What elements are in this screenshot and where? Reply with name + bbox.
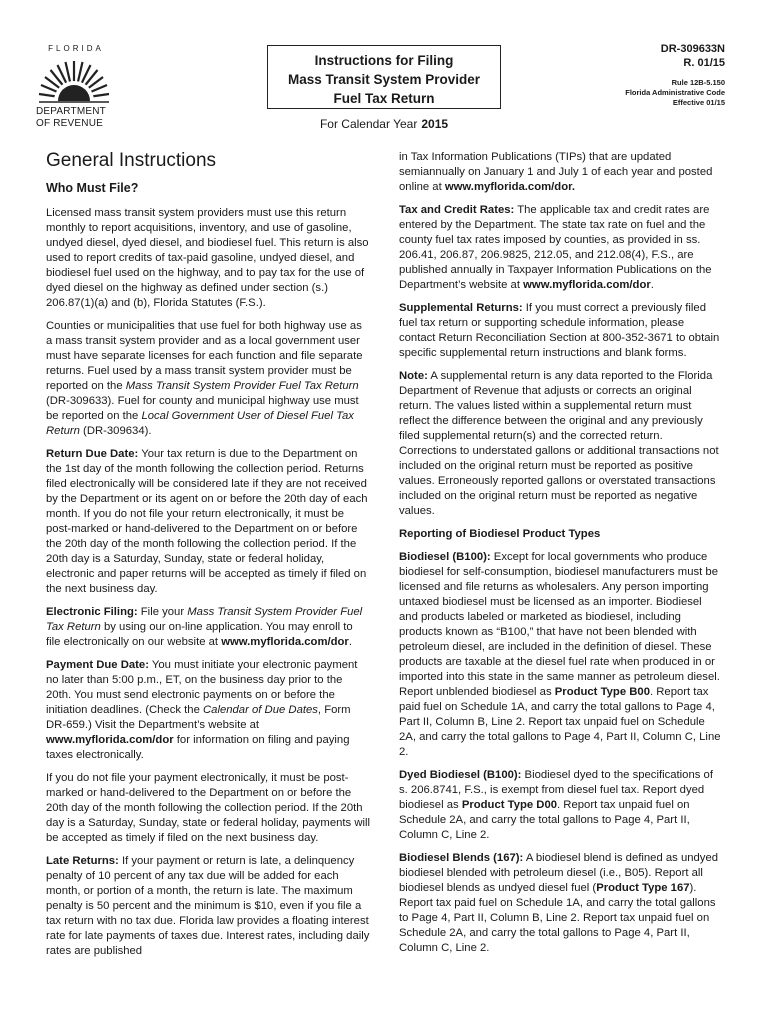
late-returns-paragraph: Late Returns: If your payment or return is late, a delinquency penalty of 10 percent of any tax due will be added for each month, or portion of a month, the return is late. The maximum penalty is 50 percent and the minimum is $10, even if you file a tax return with no tax due. Florida law provides a floating interest rate for late payments of taxes due. Interest rates, including daily rates are published bbox=[46, 855, 370, 957]
biodiesel-heading: Reporting of Biodiesel Product Types bbox=[399, 528, 601, 540]
calendar-year-line bbox=[267, 117, 501, 131]
biodiesel-b100-paragraph: Biodiesel (B100): Except for local governments who produce biodiesel for self-consumption, biodiesel manufacturers must be licensed and file returns as wholesalers. Any person importing untaxed biodiesel must be licensed as an importer. Biodiesel and products labeled or marketed as biodiesel, including products known as “B100,” that have not been blended with petroleum diesel, are included in the definition of diesel. These products are taxable at the diesel fuel rate when produced in or imported into this state in the same manner as petroleum diesel. Report unblended biodiesel as Product Type B00. Report tax paid fuel on Schedule 1A, and carry the total gallons to Page 4, Part II, Column B, Line 2. Report tax unpaid fuel on Schedule 2A, and carry the total gallons to Page 4, Part II, Column C, Line 2. bbox=[399, 551, 721, 758]
logo-dept-line1: DEPARTMENT bbox=[36, 106, 106, 117]
calendar-year-value: 2015 bbox=[421, 117, 449, 131]
form-number: DR-309633N bbox=[660, 43, 725, 55]
who-must-file-paragraph: Licensed mass transit system providers must use this return monthly to report acquisitions, inventory, and use of gasoline, undyed diesel, dyed diesel, and biodiesel fuel. This return is also used to report credits of tax-paid gasoline, undyed diesel, and biodiesel fuel used on the highway, and to pay tax for the use of dyed diesel on the highway as defined under section (s.) 206.87(1)(a) and (b), Florida Statutes (F.S.). bbox=[46, 207, 369, 309]
note-paragraph: Note: A supplemental return is any data reported to the Florida Department of Revenue that adjusts or corrects an original return. The values listed within a supplemental return must reflect the difference between the original and any previously filed supplemental return(s) and the corrected return. Corrections to understated gallons or additional transactions not included on the original return must be reported as positive values. Erroneously reported gallons or overstated transactions included on the original return must be reported as negative values. bbox=[399, 370, 719, 517]
right-column bbox=[399, 150, 723, 964]
form-revision: R. 01/15 bbox=[683, 57, 725, 69]
who-must-file-heading: Who Must File? bbox=[46, 181, 139, 195]
title-line-1: Instructions for Filing bbox=[314, 53, 454, 68]
rule-number: Rule 12B-5.150 bbox=[671, 78, 725, 87]
left-column bbox=[46, 150, 370, 967]
effective-date: Effective 01/15 bbox=[672, 98, 725, 107]
biodiesel-blends-paragraph: Biodiesel Blends (167): A biodiesel blend is defined as undyed biodiesel blended with petroleum diesel (i.e., B05). Report all biodiesel blends as undyed diesel fuel (Product Type 167). Report tax paid fuel on Schedule 1A, and carry the total gallons to Page 4, Part II, Column B, Line 2. Report tax unpaid fuel on Schedule 2A, and carry the total gallons to Page 4, Part II, Column C, Line 2. bbox=[399, 852, 719, 954]
title-line-3: Fuel Tax Return bbox=[333, 91, 435, 106]
rule-block bbox=[625, 78, 725, 108]
dor-website-link[interactable]: www.myflorida.com/dor bbox=[523, 279, 651, 291]
title-box bbox=[267, 45, 501, 109]
payment-due-date-paragraph: Payment Due Date: You must initiate your electronic payment no later than 5:00 p.m., ET, on the business day prior to the 20th. You must send electronic payments on or before the initiation deadlines. (Check the Calendar of Due Dates, Form DR-659.) Visit the Department’s website at www.myflorida.com/dor for information on filing and paying taxes electronically. bbox=[46, 659, 358, 761]
admin-code: Florida Administrative Code bbox=[625, 88, 725, 97]
logo-dept-line2: OF REVENUE bbox=[36, 118, 104, 129]
dor-logo bbox=[28, 44, 120, 129]
dor-website-link[interactable]: www.myflorida.com/dor. bbox=[444, 181, 576, 193]
sunburst-icon bbox=[37, 55, 111, 105]
logo-state-text: FLORIDA bbox=[48, 44, 104, 53]
dyed-biodiesel-paragraph: Dyed Biodiesel (B100): Biodiesel dyed to the specifications of s. 206.8741, F.S., is exempt from diesel fuel tax. Report dyed biodiesel as Product Type D00. Report tax unpaid fuel on Schedule 2A, and carry the total gallons to Page 4, Part II, Column C, Line 2. bbox=[399, 769, 713, 841]
title-line-2: Mass Transit System Provider bbox=[287, 72, 481, 87]
electronic-filing-paragraph: Electronic Filing: File your Mass Transit System Provider Fuel Tax Return by using our on-line application. You may enroll to file electronically on our website at www.myflorida.com/dor. bbox=[46, 606, 363, 648]
calendar-year-label: For Calendar Year bbox=[319, 117, 418, 131]
paper-payment-paragraph: If you do not file your payment electronically, it must be post-marked or hand-delivered to the Department on or before the 20th day of the month following the collection period. If the 20th day is a Saturday, Sunday, state or federal holiday, payments will be accepted as timely if filed on the next business day. bbox=[46, 772, 371, 844]
tips-continuation-paragraph: in Tax Information Publications (TIPs) that are updated semiannually on January 1 and July 1 of each year and posted online at www.myflorida.com/dor. bbox=[399, 151, 713, 193]
return-due-date-paragraph: Return Due Date: Your tax return is due to the Department on the 1st day of the month following the collection period. Returns filed electronically will be considered late if they are not received by the Department or its agent on or before the 20th day of each month. If you do not file your return electronically, it must be post-marked or hand-delivered to the Department on or before the 20th day of the month following the collection period. If the 20th day is a Saturday, Sunday, state or federal holiday, electronic and paper returns will be accepted as timely if filed on the next business day. bbox=[46, 448, 368, 595]
supplemental-returns-paragraph: Supplemental Returns: If you must correct a previously filed fuel tax return or supporting schedule information, please contact Return Reconciliation Section at 800-352-3671 to obtain specific supplemental return instructions and blank forms. bbox=[399, 302, 720, 359]
section-title: General Instructions bbox=[46, 150, 217, 171]
form-number-block bbox=[661, 42, 725, 70]
dor-website-link[interactable]: www.myflorida.com/dor bbox=[221, 636, 349, 648]
dor-website-link[interactable]: www.myflorida.com/dor bbox=[46, 734, 174, 746]
tax-credit-rates-paragraph: Tax and Credit Rates: The applicable tax and credit rates are entered by the Department. The state tax rate on fuel and the county fuel tax rates imposed by counties, as provided in ss. 206.41, 206.87, 206.9825, 212.05, and 212.08(4), F.S., are published annually in Taxpayer Information Publications on the Department’s website at www.myflorida.com/dor. bbox=[399, 204, 712, 291]
separate-returns-paragraph: Counties or municipalities that use fuel for both highway use as a mass transit system provider and as a local government user must have separate licenses for each function and file separate returns. Fuel used by a mass transit system provider must be reported on the Mass Transit System Provider Fuel Tax Return (DR-309633). Fuel for county and municipal highway use must be reported on the Local Government User of Diesel Fuel Tax Return (DR-309634). bbox=[46, 320, 363, 437]
